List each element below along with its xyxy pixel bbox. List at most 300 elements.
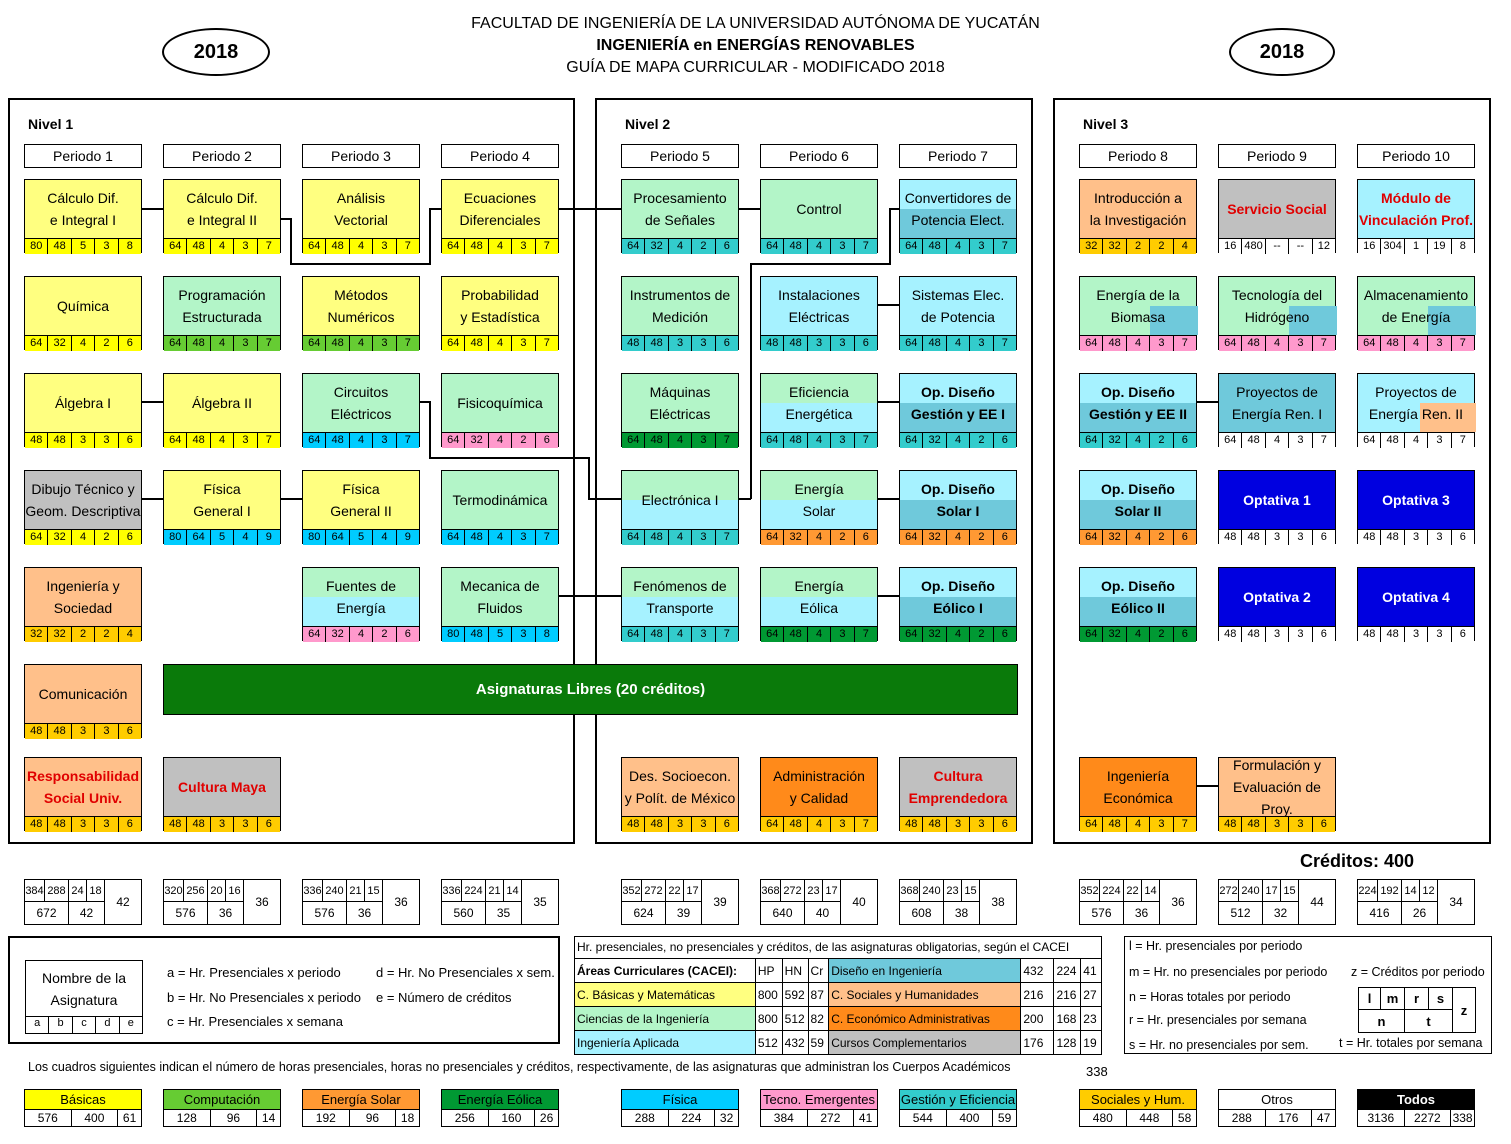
course-hours-cell: 4 [946, 433, 969, 448]
course-hours [303, 432, 419, 448]
course-hours-cell: 9 [396, 530, 419, 545]
course-hours-cell: 48 [1380, 336, 1403, 351]
course-title: Optativa 4 [1382, 589, 1450, 605]
cacei-cell: 800 [755, 1007, 782, 1031]
course-card[interactable] [760, 757, 878, 831]
connector-line [1197, 785, 1219, 787]
legend-cell-e: e [119, 1017, 142, 1033]
course-hours-cell: 64 [308, 240, 321, 252]
course-hours-cell: 9 [257, 530, 280, 545]
course-hours [1080, 432, 1196, 448]
legend2-cell-m: m [1381, 988, 1405, 1010]
cacei-cell: Diseño en Ingeniería [829, 959, 1021, 983]
legend-box [8, 936, 560, 1044]
sum-r: 22 [1124, 880, 1142, 902]
course-hours-cell: 6 [993, 817, 1016, 832]
course-hours-cell: 48 [169, 818, 182, 830]
course-hours-cell: 48 [1224, 628, 1237, 640]
course-card[interactable] [621, 757, 739, 831]
cacei-cell: 200 [1021, 1007, 1054, 1031]
legend2-cell-l: l [1359, 988, 1381, 1010]
sum-s: 14 [504, 880, 522, 902]
course-hours-cell: 6 [715, 817, 738, 832]
cacei-cell: Cr [808, 959, 829, 983]
connector-line [889, 208, 899, 210]
course-hours [25, 335, 141, 351]
area-totals-cell: 58 [1172, 1110, 1196, 1127]
course-card[interactable] [163, 470, 281, 544]
course-hours [1080, 816, 1196, 832]
course-card[interactable] [1357, 276, 1475, 350]
course-hours-cell: 32 [922, 627, 945, 642]
course-card[interactable] [302, 179, 420, 253]
sum-l: 352 [1080, 880, 1100, 902]
sum-r: 24 [69, 880, 87, 902]
course-hours-cell: 3 [1149, 817, 1172, 832]
area-totals-title: Básicas [25, 1090, 141, 1110]
period-header-9: Periodo 9 [1218, 144, 1336, 168]
course-title: Programación Estructurada [178, 287, 266, 325]
course-hours-cell: 6 [1173, 530, 1196, 545]
cacei-cell: Ingeniería Aplicada [575, 1031, 756, 1055]
course-hours-cell: 7 [257, 239, 280, 254]
cacei-cell: 168 [1054, 1007, 1081, 1031]
course-hours-cell: 48 [30, 434, 43, 446]
legend-a: a = Hr. Presenciales x periodo [167, 965, 341, 980]
course-hours-cell: 4 [1265, 433, 1288, 448]
cacei-cell: 800 [755, 983, 782, 1007]
course-card[interactable] [1079, 276, 1197, 350]
course-hours-cell: 6 [1312, 817, 1335, 832]
sum-r: 23 [805, 880, 823, 902]
course-hours-cell: 19 [1427, 239, 1450, 254]
course-hours-cell: 7 [1451, 336, 1474, 351]
course-card[interactable] [1218, 373, 1336, 447]
course-hours-cell: 3 [372, 433, 395, 448]
course-hours-cell: 2 [969, 433, 992, 448]
course-hours-cell: 3 [830, 433, 853, 448]
course-hours-cell: 64 [905, 531, 918, 543]
course-title: Mecanica de Fluidos [460, 578, 540, 616]
area-totals-title: Todos [1358, 1090, 1474, 1110]
course-hours-cell: 48 [1241, 433, 1264, 448]
area-totals-cell: 26 [534, 1110, 558, 1127]
course-card[interactable] [441, 470, 559, 544]
area-totals-title: Otros [1219, 1090, 1335, 1110]
course-hours-cell: 4 [1404, 433, 1427, 448]
course-hours-cell: 7 [715, 627, 738, 642]
course-title: Op. Diseño Solar I [921, 481, 995, 519]
area-totals-values [164, 1110, 280, 1127]
course-card[interactable] [899, 276, 1017, 350]
area-totals-cell: 256 [454, 1111, 475, 1125]
sum-z: 36 [1171, 895, 1185, 909]
course-hours-cell: 6 [1451, 627, 1474, 642]
course-hours-cell: 32 [783, 530, 806, 545]
course-hours-cell: 2 [1126, 239, 1149, 254]
period-sum-7 [899, 879, 1017, 925]
bottom-note: Los cuadros siguientes indican el número de horas presenciales, horas no presenciales y créditos, respectivamente, de las asignaturas que administran los Cuerpos Académicos [28, 1060, 1011, 1074]
course-card[interactable] [24, 757, 142, 831]
course-hours [761, 238, 877, 254]
area-totals-cell: 2272 [1404, 1110, 1451, 1127]
cacei-row [575, 1007, 1102, 1031]
area-totals-cell: 32 [714, 1110, 738, 1127]
course-card[interactable] [899, 757, 1017, 831]
course-card[interactable] [1079, 373, 1197, 447]
nivel-3-label: Nivel 3 [1083, 116, 1129, 132]
course-title: Cultura Emprendedora [908, 768, 1008, 806]
course-hours-cell: 48 [783, 817, 806, 832]
sum-n: 576 [1080, 902, 1124, 924]
sum-n: 576 [164, 902, 208, 924]
course-hours-cell: 4 [1126, 530, 1149, 545]
cacei-cell: C. Básicas y Matemáticas [575, 983, 756, 1007]
course-card[interactable] [899, 470, 1017, 544]
course-hours-cell: 64 [1085, 531, 1098, 543]
course-hours-cell: 32 [1102, 530, 1125, 545]
course-card[interactable] [1218, 470, 1336, 544]
course-hours-cell: 64 [1224, 434, 1237, 446]
course-hours-cell: 4 [1126, 817, 1149, 832]
course-card[interactable] [621, 276, 739, 350]
course-hours-cell: 4 [807, 239, 830, 254]
area-totals-title: Física [622, 1090, 738, 1110]
course-card[interactable] [163, 276, 281, 350]
course-hours [761, 626, 877, 642]
course-hours-cell: 6 [118, 724, 141, 739]
course-title: Cálculo Dif. e Integral II [186, 190, 258, 228]
course-hours-cell: 4 [488, 239, 511, 254]
course-card[interactable] [441, 567, 559, 641]
sum-t: 36 [1124, 902, 1160, 924]
course-hours-cell: 6 [715, 336, 738, 351]
course-title: Optativa 2 [1243, 589, 1311, 605]
course-card[interactable] [163, 757, 281, 831]
sum-z: 38 [991, 895, 1005, 909]
course-hours-cell: 6 [118, 336, 141, 351]
course-hours-cell: 3 [511, 627, 534, 642]
connector-line [290, 218, 292, 264]
course-card[interactable] [1357, 179, 1475, 253]
sum-s: 15 [365, 880, 383, 902]
course-hours-cell: 7 [257, 336, 280, 351]
course-card[interactable] [302, 470, 420, 544]
course-hours [25, 723, 141, 739]
course-hours-cell: 4 [349, 239, 372, 254]
sum-n: 512 [1219, 902, 1263, 924]
course-hours-cell: 4 [210, 336, 233, 351]
course-card[interactable] [1357, 470, 1475, 544]
course-title: Servicio Social [1227, 201, 1327, 217]
cacei-cell: HN [782, 959, 808, 983]
period-sum-2 [163, 879, 281, 925]
course-hours [900, 816, 1016, 832]
course-card[interactable] [441, 276, 559, 350]
course-hours-cell: 4 [807, 433, 830, 448]
cacei-cell: 41 [1081, 959, 1102, 983]
sum-s: 17 [823, 880, 841, 902]
course-hours-cell: 32 [922, 530, 945, 545]
sum-t: 38 [944, 902, 980, 924]
course-title: Optativa 3 [1382, 492, 1450, 508]
nivel-1-label: Nivel 1 [28, 116, 74, 132]
course-hours-cell: 64 [308, 434, 321, 446]
course-hours [622, 238, 738, 254]
course-title: Energía Solar [794, 481, 844, 519]
course-card[interactable] [1218, 179, 1336, 253]
area-totals-8 [1079, 1089, 1197, 1127]
course-hours-cell: 32 [1102, 239, 1125, 254]
course-title: Química [56, 298, 110, 314]
area-totals-3 [302, 1089, 420, 1127]
course-hours-cell: 64 [169, 434, 182, 446]
course-hours-cell: 48 [186, 433, 209, 448]
guide-title: GUÍA DE MAPA CURRICULAR - MODIFICADO 2018 [566, 59, 945, 76]
course-hours [1219, 238, 1335, 254]
course-hours-cell: 304 [1380, 239, 1403, 254]
course-card[interactable] [24, 664, 142, 738]
course-hours-cell: 48 [922, 336, 945, 351]
course-hours-cell: 48 [1363, 531, 1376, 543]
course-hours-cell: 48 [783, 336, 806, 351]
course-hours-cell: 4 [488, 336, 511, 351]
area-totals-cell: 400 [71, 1110, 118, 1127]
period-header-2: Periodo 2 [163, 144, 281, 168]
course-hours-cell: 4 [668, 627, 691, 642]
course-title: Métodos Numéricos [327, 287, 395, 325]
course-hours-cell: 3 [807, 336, 830, 351]
course-hours-cell: 7 [993, 239, 1016, 254]
course-hours-cell: 4 [488, 433, 511, 448]
course-card[interactable] [760, 179, 878, 253]
course-hours-cell: 3 [94, 724, 117, 739]
course-hours-cell: 64 [30, 337, 43, 349]
course-card[interactable] [621, 470, 739, 544]
course-card[interactable] [24, 567, 142, 641]
course-card[interactable] [1357, 567, 1475, 641]
course-hours-cell: 64 [325, 530, 348, 545]
course-hours-cell: 7 [854, 239, 877, 254]
cacei-total: 338 [1086, 1064, 1108, 1079]
course-card[interactable] [621, 179, 739, 253]
course-title: Fenómenos de Transporte [633, 578, 727, 616]
course-hours-cell: 64 [308, 337, 321, 349]
course-hours-cell: 64 [1363, 434, 1376, 446]
course-hours-cell: 48 [1224, 531, 1237, 543]
cacei-cell: 512 [755, 1031, 782, 1055]
course-hours-cell: 64 [766, 531, 779, 543]
course-hours-cell: 7 [1173, 817, 1196, 832]
course-card[interactable] [760, 470, 878, 544]
course-card[interactable] [1218, 567, 1336, 641]
course-hours-cell: 2 [1149, 433, 1172, 448]
sum-s: 15 [1281, 880, 1299, 902]
course-card[interactable] [1079, 757, 1197, 831]
legend-cell-c: c [72, 1017, 95, 1033]
course-card[interactable] [441, 179, 559, 253]
sum-l: 336 [303, 880, 323, 902]
course-card[interactable] [1218, 276, 1336, 350]
sum-n: 624 [622, 902, 666, 924]
course-hours-cell: 80 [30, 240, 43, 252]
area-totals-cell: 18 [395, 1110, 419, 1127]
course-hours-cell: 8 [118, 239, 141, 254]
course-title: Control [796, 201, 842, 217]
cacei-cell: 59 [808, 1031, 829, 1055]
course-title: Probabilidad y Estadística [460, 287, 540, 325]
area-totals-9 [1218, 1089, 1336, 1127]
cacei-cell: 82 [808, 1007, 829, 1031]
course-card[interactable] [163, 179, 281, 253]
course-hours-cell: 3 [1427, 530, 1450, 545]
course-hours-cell: 80 [169, 531, 182, 543]
course-hours-cell: 48 [325, 336, 348, 351]
area-totals-cell: 41 [853, 1110, 877, 1127]
course-title: Electrónica I [641, 492, 719, 508]
course-hours-cell: 4 [946, 239, 969, 254]
area-totals-cell: 448 [1126, 1110, 1173, 1127]
area-totals-cell: 480 [1092, 1111, 1113, 1125]
sum-n: 416 [1358, 902, 1402, 924]
course-hours-cell: 64 [766, 434, 779, 446]
course-hours-cell: 7 [1312, 336, 1335, 351]
course-card[interactable] [760, 276, 878, 350]
course-hours [303, 529, 419, 545]
course-hours-cell: 64 [447, 434, 460, 446]
sum-l: 384 [25, 880, 45, 902]
course-hours-cell: 4 [668, 530, 691, 545]
connector-line [142, 208, 164, 210]
course-hours-cell: 48 [1241, 336, 1264, 351]
sum-l: 336 [442, 880, 462, 902]
area-totals-cell: 14 [256, 1110, 280, 1127]
course-hours-cell: 4 [668, 433, 691, 448]
cacei-cell: Áreas Curriculares (CACEI): [575, 959, 756, 983]
course-title: Optativa 1 [1243, 492, 1311, 508]
connector-line [429, 457, 589, 459]
course-hours-cell: 4 [71, 336, 94, 351]
course-card[interactable] [760, 567, 878, 641]
connector-line [559, 595, 621, 597]
course-card[interactable] [1079, 567, 1197, 641]
course-card[interactable] [24, 179, 142, 253]
legend-cell-d: d [95, 1017, 118, 1033]
course-hours-cell: 48 [1241, 817, 1264, 832]
area-totals-cell: 192 [315, 1111, 336, 1125]
course-hours-cell: 48 [644, 530, 667, 545]
period-header-5: Periodo 5 [621, 144, 739, 168]
area-totals-values [442, 1110, 558, 1127]
connector-line [429, 208, 431, 265]
course-hours-cell: 48 [766, 337, 779, 349]
course-hours-cell: 3 [1265, 530, 1288, 545]
course-card[interactable] [302, 567, 420, 641]
course-card[interactable] [24, 276, 142, 350]
course-hours-cell: 64 [627, 434, 640, 446]
course-hours-cell: 3 [668, 817, 691, 832]
legend2-s: s = Hr. no presenciales por sem. [1129, 1038, 1309, 1052]
course-title: Fuentes de Energía [325, 578, 397, 616]
course-card[interactable] [1079, 470, 1197, 544]
course-hours-cell: 6 [854, 530, 877, 545]
course-title: Sistemas Elec. de Potencia [911, 287, 1005, 325]
course-hours [1219, 335, 1335, 351]
connector-line [290, 263, 430, 265]
course-hours-cell: 6 [1312, 627, 1335, 642]
course-hours-cell: 3 [668, 336, 691, 351]
course-hours-cell: 2 [94, 530, 117, 545]
course-card[interactable] [302, 373, 420, 447]
course-hours-cell: -- [1288, 239, 1311, 254]
course-hours [442, 626, 558, 642]
course-hours-cell: 3 [830, 627, 853, 642]
sum-m: 256 [184, 880, 208, 902]
course-hours-cell: 4 [807, 627, 830, 642]
course-hours-cell: 4 [71, 530, 94, 545]
course-card[interactable] [1079, 179, 1197, 253]
course-title: Ingeniería y Sociedad [46, 578, 120, 616]
course-hours-cell: 48 [922, 817, 945, 832]
area-totals-cell: 96 [210, 1110, 257, 1127]
course-card[interactable] [441, 373, 559, 447]
course-hours-cell: 3 [233, 817, 256, 832]
course-hours-cell: 32 [1102, 433, 1125, 448]
sum-m: 272 [781, 880, 805, 902]
course-hours [761, 335, 877, 351]
course-card[interactable] [899, 567, 1017, 641]
course-card[interactable] [621, 567, 739, 641]
course-hours-cell: 48 [186, 239, 209, 254]
area-totals-cell: 576 [37, 1111, 58, 1125]
course-hours-cell: 3 [830, 239, 853, 254]
sum-r: 20 [208, 880, 226, 902]
course-card[interactable] [163, 373, 281, 447]
course-hours-cell: 4 [946, 530, 969, 545]
period-sum-3 [302, 879, 420, 925]
course-title: Op. Diseño Gestión y EE II [1088, 384, 1188, 422]
course-card[interactable] [760, 373, 878, 447]
course-title: Física General I [193, 481, 251, 519]
cacei-cell: 176 [1021, 1031, 1054, 1055]
sum-m: 240 [323, 880, 347, 902]
course-card[interactable] [1218, 757, 1336, 831]
course-card[interactable] [621, 373, 739, 447]
course-card[interactable] [24, 470, 142, 544]
period-sum-9 [1218, 879, 1336, 925]
course-hours-cell: 48 [644, 627, 667, 642]
course-card[interactable] [899, 373, 1017, 447]
course-card[interactable] [24, 373, 142, 447]
course-hours-cell: 32 [464, 433, 487, 448]
sum-n: 640 [761, 902, 805, 924]
area-totals-cell: 272 [807, 1110, 854, 1127]
sum-z: 42 [116, 895, 130, 909]
course-hours-cell: 48 [464, 627, 487, 642]
course-hours-cell: 3 [1149, 336, 1172, 351]
sum-n: 560 [442, 902, 486, 924]
course-card[interactable] [899, 179, 1017, 253]
course-hours-cell: 3 [691, 627, 714, 642]
course-hours-cell: 48 [905, 818, 918, 830]
course-card[interactable] [302, 276, 420, 350]
course-title: Procesamiento de Señales [633, 190, 727, 228]
course-hours [25, 432, 141, 448]
course-card[interactable] [1357, 373, 1475, 447]
course-hours-cell: 64 [627, 628, 640, 640]
sum-n: 576 [303, 902, 347, 924]
course-hours-cell: 3 [1265, 817, 1288, 832]
